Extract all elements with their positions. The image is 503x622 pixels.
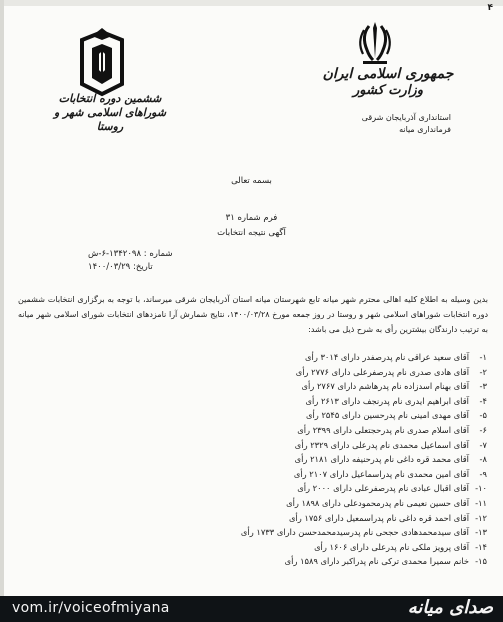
- province-office: استانداری آذربایجان شرقی: [361, 113, 451, 122]
- letter-number: شماره : ۱۳۴۲۰۹۸-۶-ش: [88, 249, 173, 259]
- list-item: ۱۳-آقای سیدمحمدهادی حجحی نام پدرسیدمحمدحسن دارای ۱۷۳۳ رأی: [240, 527, 487, 538]
- watermark-brand: صدای میانه: [407, 597, 493, 618]
- list-item: ۸-آقای محمد قره داغی نام پدرحنیفه دارای ۲۱۸۱ رأی: [294, 454, 487, 465]
- country-name: جمهوری اسلامی ایران: [322, 66, 454, 82]
- county-office: فرمانداری میانه: [399, 124, 451, 134]
- list-item: ۵-آقای مهدی امینی نام پدرحسین دارای ۲۵۴۵ رأی: [306, 410, 487, 421]
- notice-body: بدین وسیله به اطلاع کلیه اهالی محترم شهر میانه تابع شهرستان میانه استان آذربایجان شرقی میرساند، با توجه به برگزاری انتخابات ششمین دوره انتخابات شوراهای اسلامی شهر و روستا در روز جمعه مورخ ۱۴۰۰/۰۳/۲۸، نتایج شمارش آرا نامزدهای انتخابات شورای اسلامی شهر میانه به ترتیب دارندگان بیشترین رأی به شرح ذیل می باشد:: [18, 295, 489, 334]
- emblem-icon: [355, 18, 395, 66]
- list-item: ۱۰-آقای اقبال عبادی نام پدرصفرعلی دارای ۲۰۰۰ رأی: [297, 483, 487, 494]
- ministry-name: وزارت کشور: [353, 82, 423, 98]
- scan-edge-top: [0, 0, 503, 6]
- list-item: ۱۱-آقای حسین نعیمی نام پدرمحمودعلی دارای ۱۸۹۸ رأی: [286, 497, 487, 508]
- office-names: [321, 112, 451, 135]
- basmala: بسمه تعالی: [231, 176, 272, 186]
- election-header: [40, 92, 180, 133]
- election-header-line-2: شوراهای اسلامی شهر و روستا: [53, 105, 167, 133]
- results-list: [127, 350, 487, 569]
- form-number: فرم شماره ۳۱: [225, 213, 278, 223]
- list-item: ۳-آقای بهنام اسدزاده نام پدرهاشم دارای ۲۷۶۷ رأی: [301, 381, 487, 392]
- list-item: ۴-آقای ابراهیم ایدری نام پدرنجف دارای ۲۶۱۳ رأی: [305, 395, 487, 406]
- scan-edge-left: [0, 0, 4, 622]
- list-item: ۱۵-خانم سمیرا محمدی ترکی نام پدراکبر دارای ۱۵۸۹ رأی: [284, 556, 487, 567]
- election-header-line-1: ششمین دوره انتخابات: [58, 92, 162, 105]
- letter-meta: [88, 248, 208, 274]
- ministry-header: [313, 66, 463, 98]
- page-mark: ۴: [487, 3, 493, 13]
- list-item: ۲-آقای هادی صدری نام پدرصفرعلی دارای ۲۷۷۶ رأی: [295, 366, 487, 377]
- list-item: ۹-آقای امین محمدی نام پدراسماعیل دارای ۲۱۰۷ رأی: [293, 468, 487, 479]
- election-logo-icon: [72, 26, 132, 98]
- notice-title: آگهی نتیجه انتخابات: [217, 228, 286, 238]
- list-item: ۱۲-آقای احمد قره داغی نام پدراسمعیل دارای ۱۷۵۶ رأی: [288, 512, 487, 523]
- letter-date: تاریخ: ۱۴۰۰/۰۳/۲۹: [88, 262, 153, 273]
- list-item: ۷-آقای اسماعیل محمدی نام پدرعلی دارای ۲۳۲۹ رأی: [294, 439, 487, 450]
- list-item: ۱۴-آقای پرویز ملکی نام پدرعلی دارای ۱۶۰۶ رأی: [314, 541, 487, 552]
- list-item: ۶-آقای اسلام صدری نام پدرحجتعلی دارای ۲۳۹۹ رأی: [297, 424, 487, 435]
- watermark-url: vom.ir/voiceofmiyana: [12, 600, 170, 616]
- list-item: ۱-آقای سعید عراقی نام پدرصفدر دارای ۳۰۱۴ رأی: [305, 352, 487, 362]
- watermark-bar: [0, 596, 503, 622]
